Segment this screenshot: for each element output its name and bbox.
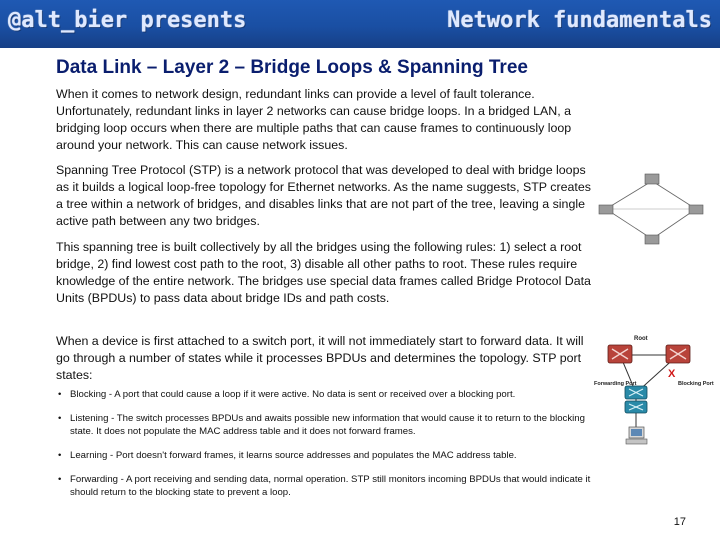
series-wordmark: Network fundamentals: [447, 8, 712, 33]
bullet-icon: •: [58, 413, 62, 424]
forwarding-port-label: Forwarding Port: [594, 381, 637, 387]
switch-icon: [625, 386, 647, 399]
switch-icon: [645, 174, 659, 184]
list-item: [58, 388, 593, 401]
port-states-list: [58, 388, 593, 499]
blocked-link-marker: X: [668, 368, 676, 380]
blocking-port-label: Blocking Port: [678, 381, 714, 387]
bullet-icon: •: [58, 389, 62, 400]
bullet-icon: •: [58, 474, 62, 485]
list-item-text: Listening - The switch processes BPDUs and awaits possible new information that would cause it to return to the blocking state. It does not populate the MAC address table and it does not forward frames.: [70, 413, 585, 437]
presenter-wordmark: @alt_bier presents: [8, 8, 247, 33]
list-item: [58, 449, 593, 462]
paragraph-port-states: When a device is first attached to a switch port, it will not immediately start to forward data. It will go through a number of states while it processes BPDUs and determines the topology. STP port states:: [56, 334, 584, 382]
switch-icon: [645, 235, 659, 244]
paragraph-rules: This spanning tree is built collectively by all the bridges using the following rules: 1) select a root bridge, 2) find lowest cost path to the root, 3) disable all other paths to root. These rules require knowledge of the entire network. The bridges use special data frames called Bridge Protocol Data Units (BPDUs) to pass data about bridge IDs and path costs.: [56, 240, 591, 305]
slide-title: Data Link – Layer 2 – Bridge Loops & Spanning Tree: [56, 57, 528, 78]
switch-icon: [666, 345, 690, 363]
root-label: Root: [634, 336, 648, 342]
list-item-text: Blocking - A port that could cause a loop if it were active. No data is sent or received over a blocking port.: [70, 389, 516, 400]
list-item-text: Learning - Port doesn't forward frames, it learns source addresses and populates the MAC address table.: [70, 450, 517, 461]
switch-icon: [599, 205, 613, 214]
paragraph-intro: When it comes to network design, redundant links can provide a level of fault tolerance. Unfortunately, redundant links in layer 2 networks can cause bridge loops. In a bridged LAN, a bridging loop occurs when there are multiple paths that can cause frames to continuously loop around your network. This can cause network issues.: [56, 87, 572, 152]
root-switch-icon: [608, 345, 632, 363]
paragraph-stp: Spanning Tree Protocol (STP) is a network protocol that was developed to deal with bridge loops as it builds a logical loop-free topology for Ethernet networks. As the name suggests, STP creates a tree within a network of bridges, and disables links that are not part of the tree, leaving a single active path between any two bridges.: [56, 163, 591, 228]
header-banner: [0, 0, 720, 48]
computer-icon: [626, 427, 647, 444]
stp-topology-diagram: [592, 333, 716, 451]
bullet-icon: •: [58, 450, 62, 461]
list-item-text: Forwarding - A port receiving and sending data, normal operation. STP still monitors incoming BPDUs that would indicate it should return to the blocking state to prevent a loop.: [70, 474, 591, 498]
list-item: [58, 412, 593, 438]
list-item: [58, 473, 593, 499]
switch-icon: [625, 401, 647, 413]
page-number: 17: [673, 516, 686, 528]
bridge-loop-diagram: [592, 165, 714, 257]
switch-icon: [689, 205, 703, 214]
